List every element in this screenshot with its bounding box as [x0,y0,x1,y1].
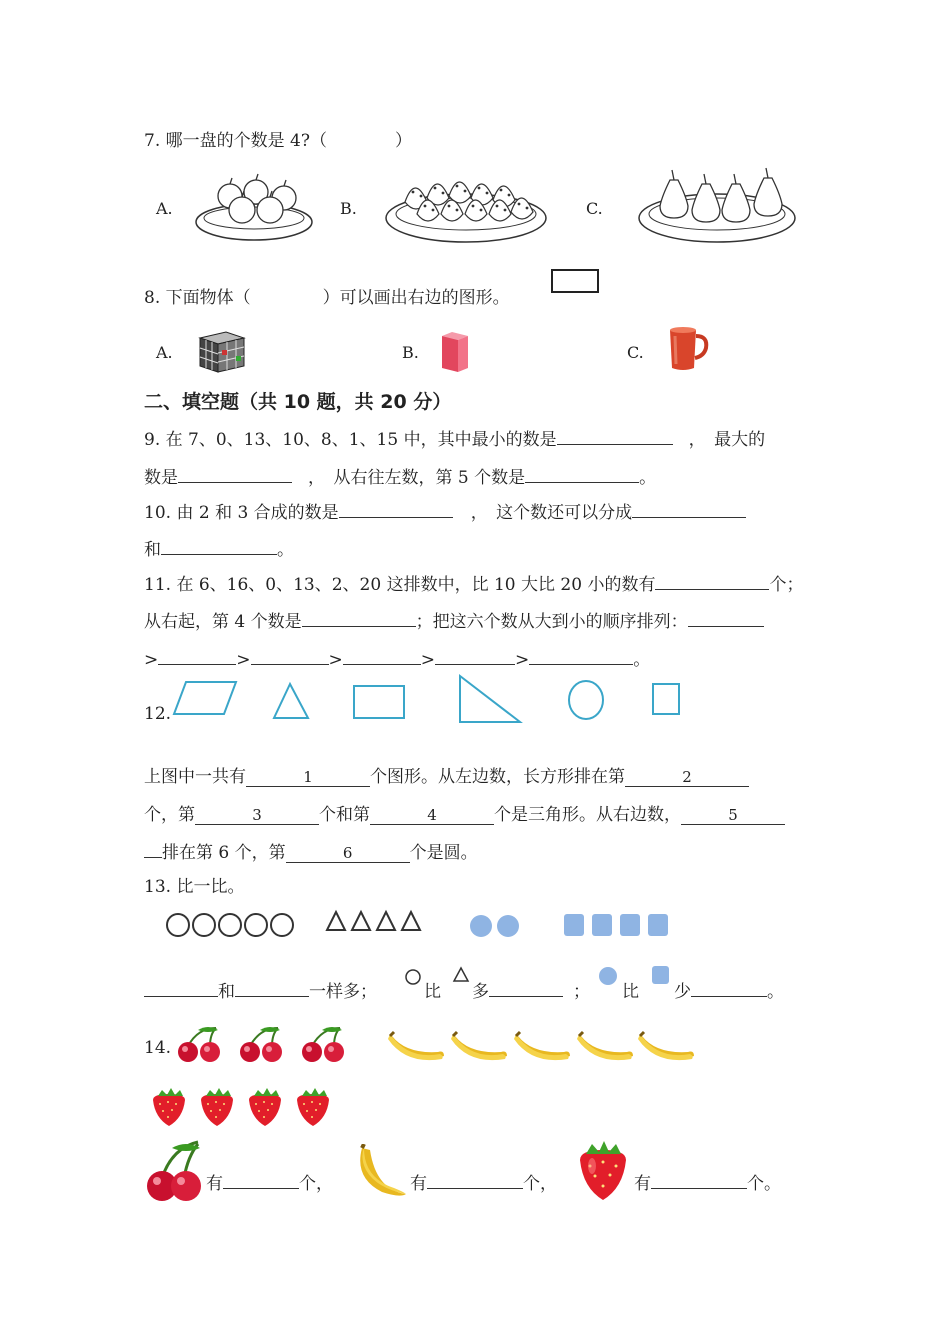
q11-blank-fourth[interactable] [302,608,416,627]
q11-text: 。 [633,650,651,670]
q13-duo-line [472,977,590,1002]
q13-line [144,977,377,1002]
q11-line3 [144,645,650,670]
strawberry-icon [297,1088,329,1126]
banana-icon [577,1032,633,1060]
q11-text: 11. 在 6、16、0、13、2、20 这排数中，比 10 大比 20 小的数有 [144,575,656,595]
circle-icon [404,968,424,988]
q13-blank-d[interactable] [691,978,767,997]
q12-text: 个，第 [144,805,195,825]
q9-blank-max[interactable] [178,464,292,483]
banana-icon [638,1032,694,1060]
triangle-icon [402,912,420,930]
section-title: 二、填空题（共 10 题，共 20 分） [144,391,452,413]
q8-stem [144,283,510,308]
q9-text: 数是 [144,468,178,488]
rectangle-icon [354,686,404,718]
gt-sign: > [144,650,159,670]
triangle-icon [327,912,345,930]
q9-text: ， 最大的 [688,430,766,450]
parallelogram-icon [174,682,236,714]
q12-text: 个是圆。 [409,843,478,863]
q13-text: 多 [472,982,489,1002]
q11-blank-order2[interactable] [158,646,236,665]
q12-blank-1[interactable]: 1 [246,768,370,787]
q9-text: 。 [639,468,657,488]
q12-line1 [144,762,749,787]
circle-icon [245,914,267,936]
q13-text: 一样多； [309,982,377,1002]
circle-icon [569,681,603,719]
q13-shao-line [674,977,784,1002]
q7-option-b: B. [340,199,357,218]
q11-text: 个； [769,575,804,595]
q14-strawberry-line [634,1169,781,1194]
cherry-icon [144,1138,206,1204]
q13-shapes [160,904,680,948]
q12-text: 排在第 6 个，第 [162,843,286,863]
q14-banana-line [410,1169,557,1194]
q12-line2 [144,800,785,825]
blue-square-icon [564,914,584,936]
q8-option-b: B. [402,343,419,362]
q10-blank-sum[interactable] [339,499,453,518]
q11-blank-order6[interactable] [529,646,633,665]
cherry-icon [240,1027,282,1062]
q10-line2 [144,535,294,560]
strawberry-icon [153,1088,185,1126]
q14-text: 有 [206,1174,223,1194]
q12-blank-3[interactable]: 3 [195,806,319,825]
q13-text: 和 [218,982,235,1002]
blue-circle-icon [598,966,620,988]
q8-stem-pre: 8. 下面物体（ [144,288,251,308]
banana-icon [514,1032,570,1060]
banana-icon [350,1144,410,1202]
q11-text: 从右起，第 4 个数是 [144,612,302,632]
q12-text: 上图中一共有 [144,767,246,787]
q8-option-a: A. [156,343,173,362]
triangle-icon [274,684,308,718]
circle-icon [219,914,241,936]
q11-blank-order3[interactable] [251,646,329,665]
q10-blank-part1[interactable] [632,499,746,518]
blue-square-icon [620,914,640,936]
q10-text: 。 [277,540,294,560]
mug-icon [666,326,712,374]
q11-line1 [144,570,803,595]
triangle-icon [352,912,370,930]
q9-blank-min[interactable] [557,426,673,445]
q13-bi2: 比 [622,982,639,1002]
q7-option-a: A. [156,199,173,218]
q13-blank-a[interactable] [144,978,218,997]
triangle-icon [452,966,470,984]
cherries-row [172,1024,356,1064]
q10-text: ， 这个数还可以分成 [470,503,633,523]
q12-shapes [168,672,698,728]
rectangle-figure-icon [550,268,600,296]
q9-text: 9. 在 7、0、13、10、8、1、15 中，其中最小的数是 [144,430,557,450]
strawberry-icon [576,1140,630,1202]
q10-text: 和 [144,540,161,560]
gt-sign: > [328,650,343,670]
blue-circle-icon [497,915,519,937]
q14-text: 个， [523,1174,557,1194]
cuboid-icon [440,330,470,374]
q12-blank-5[interactable]: 5 [681,806,785,825]
gt-sign: > [515,650,530,670]
gt-sign: > [236,650,251,670]
q12-line3 [144,838,478,863]
circle-icon [167,914,189,936]
q11-blank-count[interactable] [655,571,769,590]
q13-blank-b[interactable] [235,978,309,997]
q14-text: 有 [410,1174,427,1194]
square-icon [653,684,679,714]
q12-label: 12. [144,704,172,724]
q14-text: 个。 [747,1174,781,1194]
q12-blank-5-cont[interactable] [144,839,162,858]
q13-text: 少 [674,982,691,1002]
q11-line2 [144,607,764,632]
q9-line1 [144,425,765,450]
strawberry-icon [201,1088,233,1126]
q13-blank-c[interactable] [489,978,563,997]
q8-option-c: C. [627,343,644,362]
q14-text: 个， [299,1174,333,1194]
q11-blank-order5[interactable] [435,646,515,665]
strawberries-row [150,1088,334,1128]
q10-blank-part2[interactable] [161,536,277,555]
q12-blank-4[interactable]: 4 [370,806,494,825]
q13-text: ； [573,982,590,1002]
q12-text: 个是三角形。从右边数， [494,805,681,825]
blue-square-icon [592,914,612,936]
cherry-icon [302,1027,344,1062]
strawberry-plate-icon [383,166,549,246]
rubik-cube-icon [196,328,248,374]
cherry-icon [178,1027,220,1062]
q11-blank-order4[interactable] [343,646,421,665]
q7-stem: 7. 哪一盘的个数是 4?（ ） [144,131,412,151]
q12-text: 个和第 [319,805,370,825]
q14-cherry-line [206,1169,333,1194]
q14-blank-banana[interactable] [427,1170,523,1189]
q14-text: 有 [634,1174,651,1194]
q9-text: ， 从右往左数，第 5 个数是 [308,468,526,488]
q14-blank-cherry[interactable] [223,1170,299,1189]
q10-text: 10. 由 2 和 3 合成的数是 [144,503,339,523]
blue-circle-icon [470,915,492,937]
bananas-row [388,1030,698,1064]
q12-blank-6[interactable]: 6 [286,844,410,863]
q11-blank-order1[interactable] [688,608,764,627]
q9-blank-fifth[interactable] [525,464,639,483]
strawberry-icon [249,1088,281,1126]
q7-option-c: C. [586,199,603,218]
triangle-icon [377,912,395,930]
q13-label: 13. 比一比。 [144,877,245,897]
blue-square-icon [648,914,668,936]
circle-icon [193,914,215,936]
blue-square-icon [650,964,672,986]
circle-icon [271,914,293,936]
pear-plate-icon [636,164,798,248]
q12-text: 个图形。从左边数，长方形排在第 [370,767,625,787]
q14-blank-strawberry[interactable] [651,1170,747,1189]
q9-line2 [144,463,656,488]
banana-icon [388,1032,444,1060]
right-triangle-icon [460,676,520,722]
banana-icon [451,1032,507,1060]
q11-text: ；把这六个数从大到小的顺序排列： [415,612,688,632]
apple-plate-icon [192,172,316,244]
q8-stem-post: ）可以画出右边的图形。 [322,288,510,308]
gt-sign: > [420,650,435,670]
q13-text: 。 [767,982,784,1002]
q13-bi: 比 [424,982,441,1002]
q14-label: 14. [144,1038,172,1058]
q12-blank-2[interactable]: 2 [625,768,749,787]
q10-line1 [144,498,746,523]
